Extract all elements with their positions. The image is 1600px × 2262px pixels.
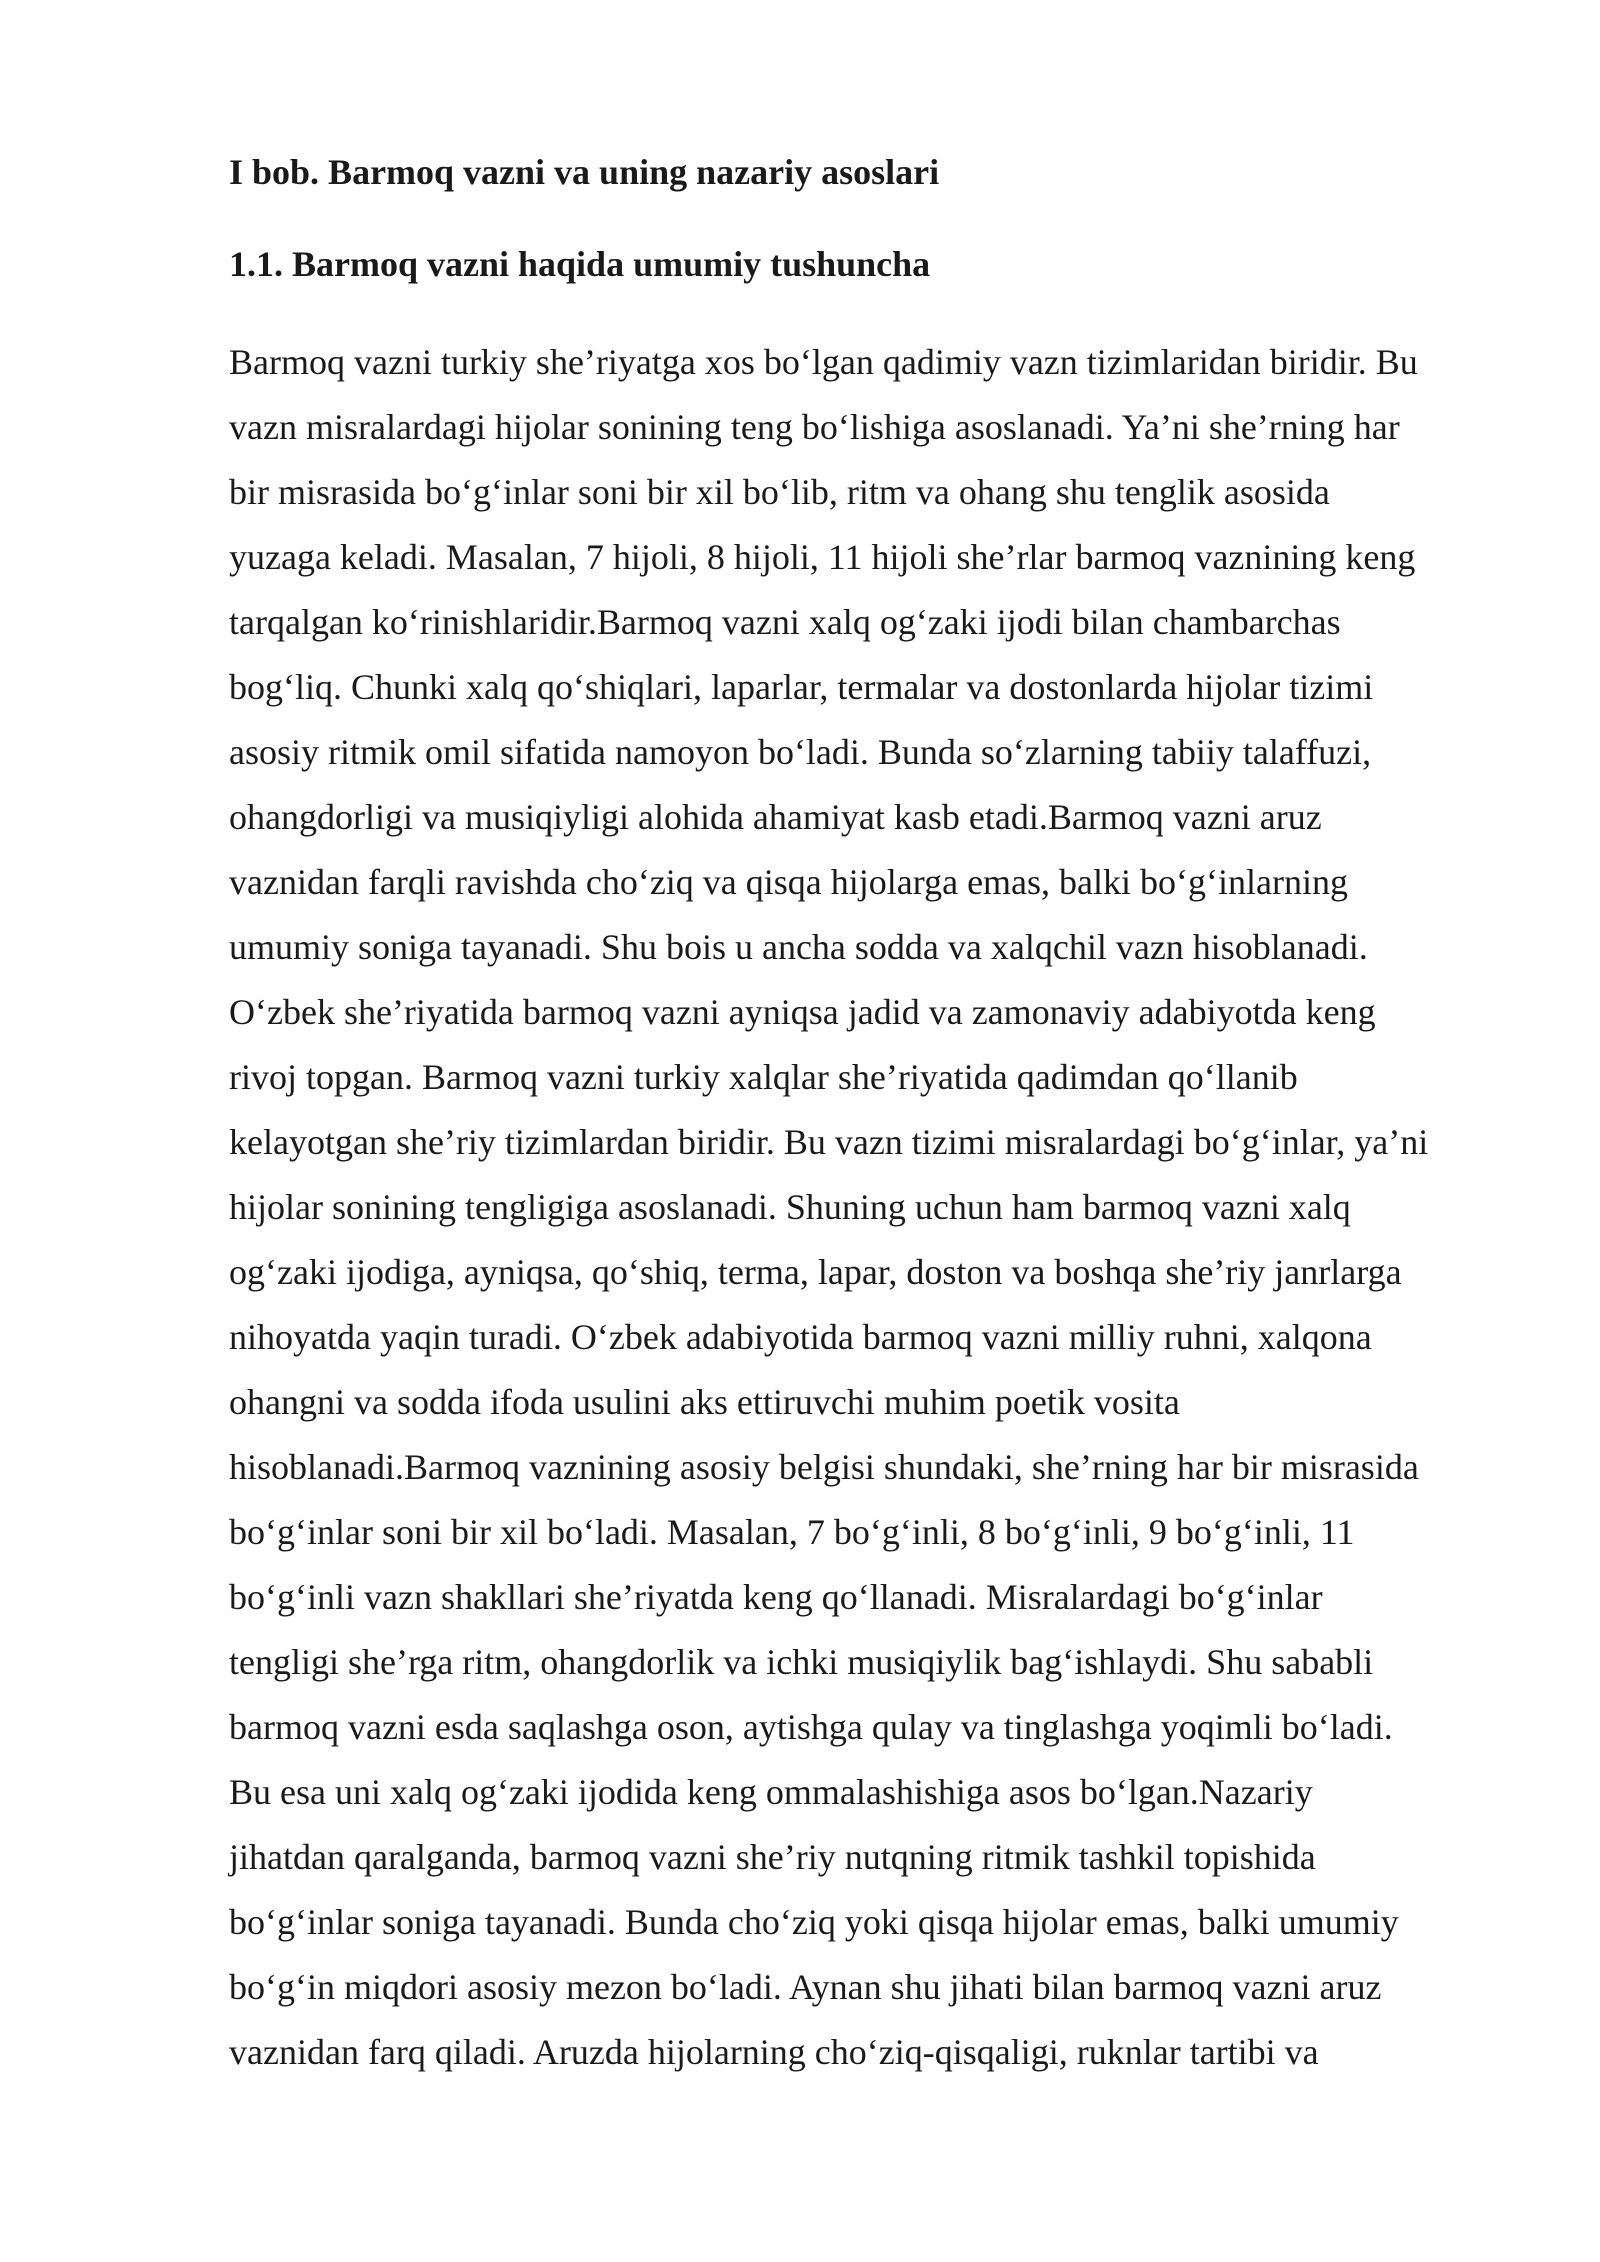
text-line: nihoyatda yaqin turadi. O‘zbek adabiyotida barmoq vazni milliy ruhni, xalqona: [229, 1317, 1372, 1357]
text-line: ohangni va sodda ifoda usulini aks ettiruvchi muhim poetik vosita: [229, 1382, 1180, 1422]
text-line: tengligi she’rga ritm, ohangdorlik va ichki musiqiylik bag‘ishlaydi. Shu sababli: [229, 1642, 1374, 1682]
text-line: yuzaga keladi. Masalan, 7 hijoli, 8 hijoli, 11 hijoli she’rlar barmoq vaznining keng: [229, 537, 1416, 577]
text-line: vaznidan farqli ravishda cho‘ziq va qisqa hijolarga emas, balki bo‘g‘inlarning: [229, 862, 1348, 902]
text-line: bir misrasida bo‘g‘inlar soni bir xil bo‘lib, ritm va ohang shu tenglik asosida: [229, 472, 1330, 512]
document-content: [229, 150, 1511, 2085]
text-line: bo‘g‘inli vazn shakllari she’riyatda keng qo‘llanadi. Misralardagi bo‘g‘inlar: [229, 1577, 1323, 1617]
text-line: ohangdorligi va musiqiyligi alohida ahamiyat kasb etadi.Barmoq vazni aruz: [229, 797, 1322, 837]
text-line: og‘zaki ijodiga, ayniqsa, qo‘shiq, terma, lapar, doston va boshqa she’riy janrlarga: [229, 1252, 1402, 1292]
text-line: bog‘liq. Chunki xalq qo‘shiqlari, laparlar, termalar va dostonlarda hijolar tizimi: [229, 667, 1374, 707]
text-line: Barmoq vazni turkiy she’riyatga xos bo‘lgan qadimiy vazn tizimlaridan biridir. Bu: [229, 342, 1418, 382]
text-line: hijolar sonining tengligiga asoslanadi. Shuning uchun ham barmoq vazni xalq: [229, 1187, 1351, 1227]
text-line: bo‘g‘in miqdori asosiy mezon bo‘ladi. Aynan shu jihati bilan barmoq vazni aruz: [229, 1967, 1382, 2007]
text-line: Bu esa uni xalq og‘zaki ijodida keng ommalashishiga asos bo‘lgan.Nazariy: [229, 1772, 1313, 1812]
text-line: bo‘g‘inlar soniga tayanadi. Bunda cho‘ziq yoki qisqa hijolar emas, balki umumiy: [229, 1902, 1399, 1942]
text-line: O‘zbek she’riyatida barmoq vazni ayniqsa jadid va zamonaviy adabiyotda keng: [229, 992, 1376, 1032]
section-title: 1.1. Barmoq vazni haqida umumiy tushuncha: [229, 244, 931, 284]
body-paragraph: [229, 330, 1511, 2085]
text-line: barmoq vazni esda saqlashga oson, aytishga qulay va tinglashga yoqimli bo‘ladi.: [229, 1707, 1393, 1747]
text-line: vaznidan farq qiladi. Aruzda hijolarning cho‘ziq-qisqaligi, ruknlar tartibi va: [229, 2032, 1319, 2072]
text-line: hisoblanadi.Barmoq vaznining asosiy belgisi shundaki, she’rning har bir misrasida: [229, 1447, 1419, 1487]
text-line: vazn misralardagi hijolar sonining teng bo‘lishiga asoslanadi. Ya’ni she’rning har: [229, 407, 1400, 447]
text-line: tarqalgan ko‘rinishlaridir.Barmoq vazni xalq og‘zaki ijodi bilan chambarchas: [229, 602, 1341, 642]
text-line: rivoj topgan. Barmoq vazni turkiy xalqlar she’riyatida qadimdan qo‘llanib: [229, 1057, 1298, 1097]
chapter-title: I bob. Barmoq vazni va uning nazariy asoslari: [229, 152, 940, 192]
text-line: jihatdan qaralganda, barmoq vazni she’riy nutqning ritmik tashkil topishida: [229, 1837, 1316, 1877]
text-line: umumiy soniga tayanadi. Shu bois u ancha sodda va xalqchil vazn hisoblanadi.: [229, 927, 1368, 967]
text-line: bo‘g‘inlar soni bir xil bo‘ladi. Masalan, 7 bo‘g‘inli, 8 bo‘g‘inli, 9 bo‘g‘inli, 11: [229, 1512, 1355, 1552]
text-line: kelayotgan she’riy tizimlardan biridir. Bu vazn tizimi misralardagi bo‘g‘inlar, ya’ni: [229, 1122, 1429, 1162]
text-line: asosiy ritmik omil sifatida namoyon bo‘ladi. Bunda so‘zlarning tabiiy talaffuzi,: [229, 732, 1372, 772]
